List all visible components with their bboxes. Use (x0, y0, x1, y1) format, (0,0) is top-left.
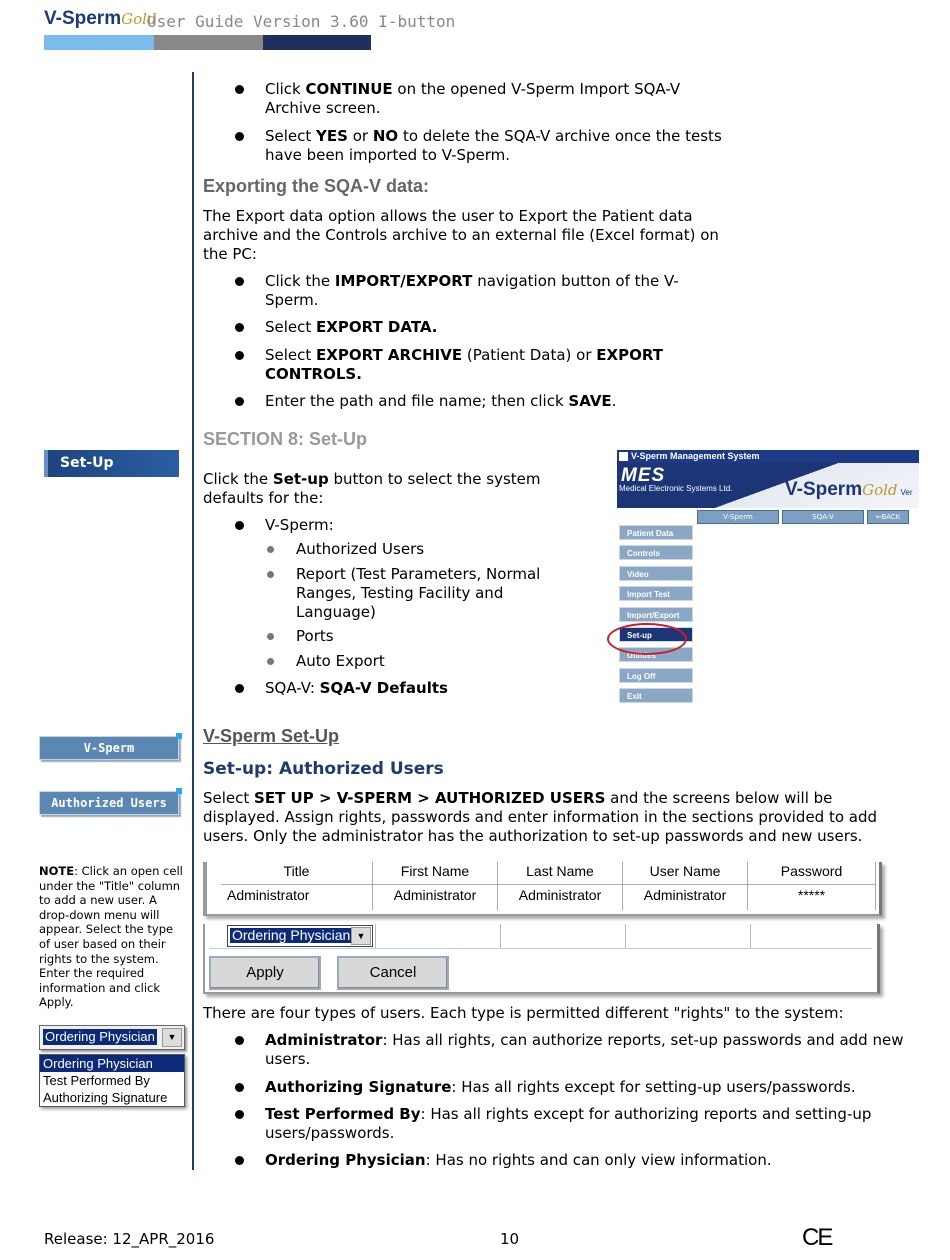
dropdown-list (39, 1054, 185, 1107)
table-row[interactable] (221, 884, 876, 910)
bullet-export-archive: Select EXPORT ARCHIVE (Patient Data) or EXPORT CONTROLS. (265, 346, 725, 384)
apply-button[interactable]: Apply (209, 956, 321, 990)
table-header-cell: User Name (623, 862, 748, 884)
export-paragraph: The Export data option allows the user to Export the Patient data archive and the Controls archive to an external file (Excel format) on the PC: (203, 207, 719, 263)
table-cell[interactable]: Administrator (623, 884, 748, 910)
chevron-down-icon[interactable]: ▼ (162, 1028, 182, 1047)
bullet-yes-no: Select YES or NO to delete the SQA-V archive once the tests have been imported to V-Sperm. (265, 127, 725, 165)
bullet-export-data: Select EXPORT DATA. (265, 318, 725, 337)
table-header-cell: Password (748, 862, 876, 884)
table-cell[interactable]: Administrator (498, 884, 623, 910)
header-bar-dark (263, 35, 371, 50)
table-cell[interactable]: Administrator (373, 884, 498, 910)
chevron-down-icon[interactable]: ▼ (351, 927, 371, 945)
sub-auto-export: Auto Export (296, 652, 586, 671)
app-tab-sqav[interactable]: SQA-V (782, 510, 864, 524)
app-menu-item[interactable]: Import Test (619, 586, 693, 601)
table-cell[interactable]: ***** (748, 884, 876, 910)
cell-divider (500, 924, 501, 948)
app-menu-item[interactable]: Log Off (619, 668, 693, 683)
corner-mark (176, 788, 182, 794)
bullet-continue: Click CONTINUE on the opened V-Sperm Import SQA-V Archive screen. (265, 80, 725, 118)
highlight-circle (607, 623, 687, 655)
dropdown-closed[interactable]: Ordering Physician ▼ (39, 1025, 185, 1050)
app-mes-logo: MES (621, 465, 666, 486)
sidebar-authorized-users-button: Authorized Users (39, 791, 179, 815)
vertical-rule (192, 72, 194, 1170)
app-menu-item[interactable]: Video (619, 566, 693, 581)
cell-divider (625, 924, 626, 948)
header-bar-light (44, 35, 154, 50)
cell-divider (750, 924, 751, 948)
bullet-dot (235, 85, 244, 94)
vsperm-setup-heading: V-Sperm Set-Up (203, 726, 340, 746)
app-banner (617, 463, 919, 508)
sub-authorized-users: Authorized Users (296, 540, 586, 559)
table-cell[interactable]: Administrator (221, 884, 373, 910)
dropdown-option[interactable]: Authorizing Signature (43, 1090, 168, 1105)
app-title-bar: V-Sperm Management System (617, 450, 919, 463)
bullet-vsperm: V-Sperm: (265, 516, 585, 535)
app-back-button[interactable]: ⇐BACK (867, 510, 909, 524)
note-text: NOTE: Click an open cell under the "Title" column to add a new user. A drop-down menu will appear. Select the type of user based on their rights to the system. Enter the required information and click Apply. (39, 864, 183, 1010)
new-user-row (209, 924, 872, 949)
sidebar-setup-button: Set-Up (44, 450, 179, 477)
table-header-cell: Title (221, 862, 373, 884)
cancel-button[interactable]: Cancel (337, 956, 449, 990)
new-row-title-select[interactable]: Ordering Physician ▼ (227, 925, 373, 947)
app-logo: V-SpermGold Ver (785, 479, 913, 500)
page-number: 10 (500, 1230, 520, 1248)
sidebar-vsperm-button: V-Sperm (39, 736, 179, 760)
brand-gold: Gold (121, 10, 157, 28)
users-table-screenshot (203, 862, 878, 994)
app-menu-item[interactable]: Utilities (619, 647, 693, 662)
new-user-area (203, 924, 880, 994)
bullet-test-performed-by: Test Performed By: Has all rights except for authorizing reports and setting-up users/passwords. (265, 1105, 905, 1143)
app-screenshot (617, 450, 919, 706)
app-tab-vsperm[interactable]: V-Sperm (697, 510, 779, 524)
brand-name: V-Sperm (44, 8, 122, 29)
bullet-authorizing-signature: Authorizing Signature: Has all rights except for setting-up users/passwords. (265, 1078, 905, 1097)
types-paragraph: There are four types of users. Each type is permitted different "rights" to the system: (203, 1004, 844, 1022)
bullet-import-export: Click the IMPORT/EXPORT navigation button of the V-Sperm. (265, 272, 725, 310)
bullet-dot (235, 132, 244, 141)
sub-report: Report (Test Parameters, Normal Ranges, Testing Facility and Language) (296, 565, 586, 622)
table-header (221, 862, 876, 885)
app-menu-item[interactable]: Set-up (619, 627, 693, 642)
app-menu-item[interactable]: Exit (619, 688, 693, 703)
corner-mark (176, 733, 182, 739)
auth-users-heading: Set-up: Authorized Users (203, 759, 444, 779)
table-header-cell: First Name (373, 862, 498, 884)
users-table (203, 862, 882, 916)
export-heading: Exporting the SQA-V data: (203, 176, 430, 196)
back-arrow-icon: ⇐ (875, 513, 882, 521)
app-menu-item[interactable]: Patient Data (619, 525, 693, 540)
dropdown-option[interactable]: Ordering Physician (40, 1055, 184, 1072)
app-menu-item[interactable]: Controls (619, 545, 693, 560)
sub-ports: Ports (296, 627, 586, 646)
release-label: Release: 12_APR_2016 (44, 1230, 215, 1248)
table-header-cell: Last Name (498, 862, 623, 884)
section-heading: SECTION 8: Set-Up (203, 429, 368, 449)
setup-paragraph: Click the Set-up button to select the system defaults for the: (203, 470, 541, 507)
user-type-dropdown (39, 1025, 185, 1107)
auth-paragraph: Select SET UP > V-SPERM > AUTHORIZED USERS and the screens below will be displayed. Assign rights, passwords and enter information in the sections provided to add users. Only the administrator has the authorization to set-up passwords and new users. (203, 789, 878, 845)
app-window-icon (619, 452, 628, 461)
guide-title: User Guide Version 3.60 I-button (147, 12, 456, 31)
ce-mark: CE (802, 1224, 832, 1251)
dropdown-option[interactable]: Test Performed By (43, 1073, 150, 1088)
bullet-save: Enter the path and file name; then click SAVE. (265, 392, 725, 411)
bullet-sqav: SQA-V: SQA-V Defaults (265, 679, 585, 698)
app-menu-item[interactable]: Import/Export (619, 607, 693, 622)
header-bar-gray (154, 35, 263, 50)
header-bar (44, 35, 371, 50)
app-company: Medical Electronic Systems Ltd. (619, 484, 733, 493)
bullet-administrator: Administrator: Has all rights, can authorize reports, set-up passwords and add new users. (265, 1031, 905, 1069)
cell-divider (375, 924, 376, 948)
brand-logo (44, 8, 157, 30)
bullet-ordering-physician: Ordering Physician: Has no rights and can only view information. (265, 1151, 905, 1170)
